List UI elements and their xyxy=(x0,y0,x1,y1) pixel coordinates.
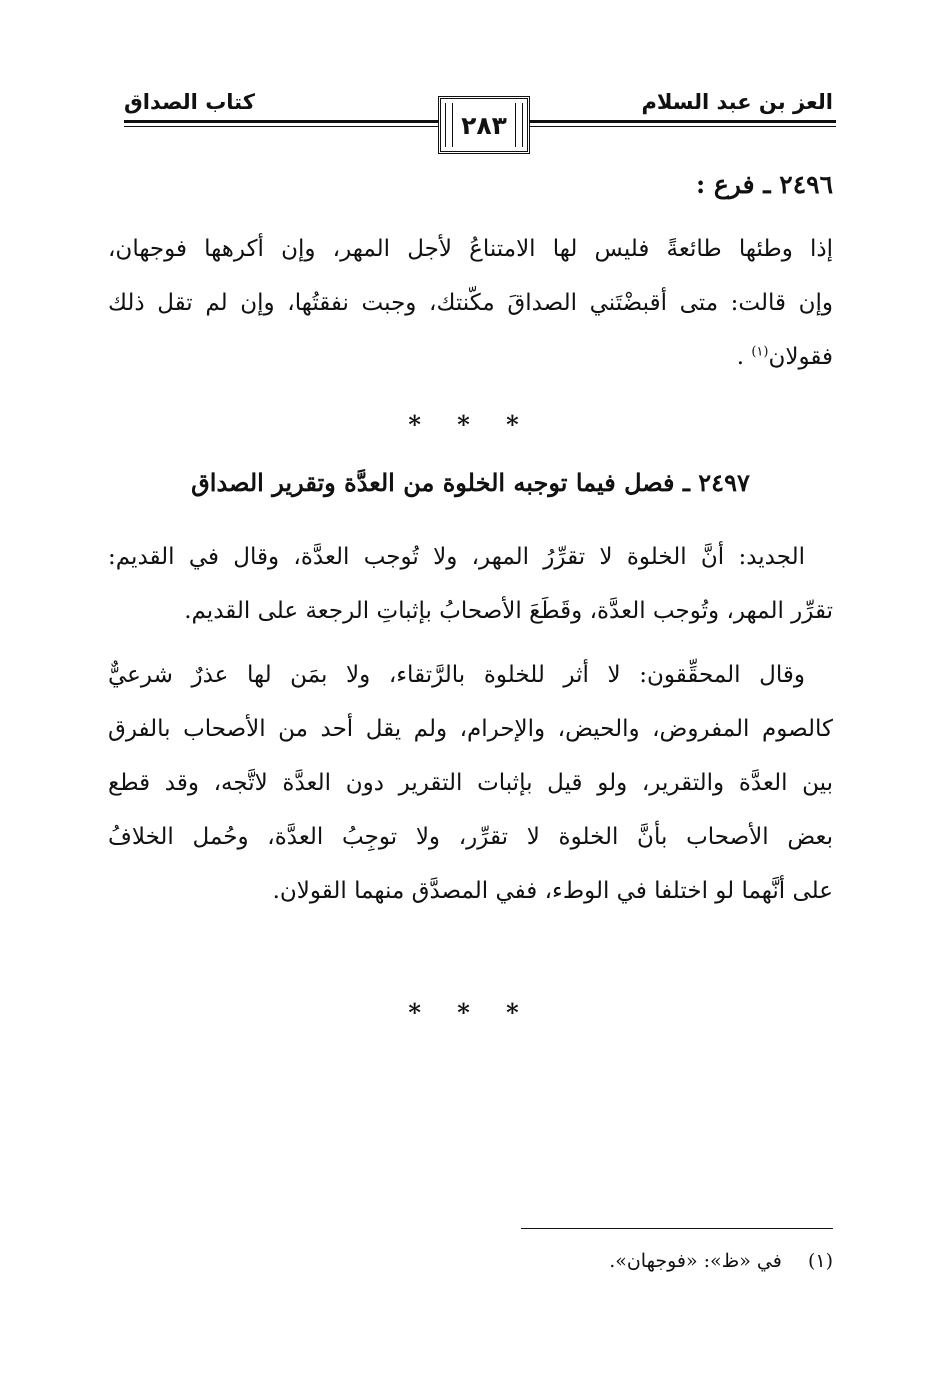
header-rule-right-thin xyxy=(530,126,836,127)
text-line: إذا وطئها طائعةً فليس لها الامتناعُ لأجل المهر، وإن أكرهها فوجهان، xyxy=(108,236,833,262)
section-paragraph-2 xyxy=(108,648,833,918)
header-rule-left-thin xyxy=(124,126,438,127)
text-line: بعض الأصحاب بأنَّ الخلوة لا تقرِّر، ولا توجِبُ العدَّة، وحُمل الخلافُ xyxy=(108,824,833,850)
section-paragraph-1 xyxy=(108,530,833,638)
branch-paragraph xyxy=(108,222,833,384)
section-separator: * * * xyxy=(408,410,533,439)
text-line: الجديد: أنَّ الخلوة لا تقرِّرُ المهر، ولا تُوجب العدَّة، وقال في القديم: xyxy=(108,544,805,570)
text-line: على أنَّهما لو اختلفا في الوطء، ففي المصدَّق منهما القولان. xyxy=(272,878,833,904)
text-line: وإن قالت: متى أقبضْتَني الصداقَ مكّنتك، وجبت نفقتُها، وإن لم تقل ذلك xyxy=(108,290,833,316)
text-fragment: . xyxy=(736,344,745,370)
page-number: ٢٨٣ xyxy=(461,110,507,140)
section-title: ٢٤٩٧ ـ فصل فيما توجبه الخلوة من العدَّة وتقرير الصداق xyxy=(191,468,750,497)
header-rule-left xyxy=(124,120,438,123)
text-line: وقال المحقِّقون: لا أثر للخلوة بالرَّتقاء، ولا بمَن لها عذرٌ شرعيٌّ xyxy=(108,662,805,688)
running-header-section: كتاب الصداق xyxy=(124,90,255,114)
text-line: كالصوم المفروض، والحيض، والإحرام، ولم يقل أحد من الأصحاب بالفرق xyxy=(108,716,833,742)
footnote-marker: (١) xyxy=(751,344,769,360)
branch-heading: ٢٤٩٦ ـ فرع : xyxy=(695,170,833,199)
footnote xyxy=(609,1250,833,1272)
text-fragment: فقولان xyxy=(768,344,833,370)
footnote-rule xyxy=(521,1228,833,1229)
footnote-number: (١) xyxy=(807,1250,833,1272)
header-rule-right xyxy=(530,120,836,123)
section-separator: * * * xyxy=(408,998,533,1027)
page-number-frame xyxy=(438,96,530,154)
text-line xyxy=(108,330,833,384)
text-line: تقرِّر المهر، وتُوجب العدَّة، وقَطَعَ الأصحابُ بإثباتِ الرجعة على القديم. xyxy=(184,598,833,624)
running-header-author: العز بن عبد السلام xyxy=(641,90,833,114)
footnote-text: في «ظ»: «فوجهان». xyxy=(609,1250,782,1272)
text-line: بين العدَّة والتقرير، ولو قيل بإثبات التقرير دون العدَّة لاتَّجه، وقد قطع xyxy=(108,770,833,796)
